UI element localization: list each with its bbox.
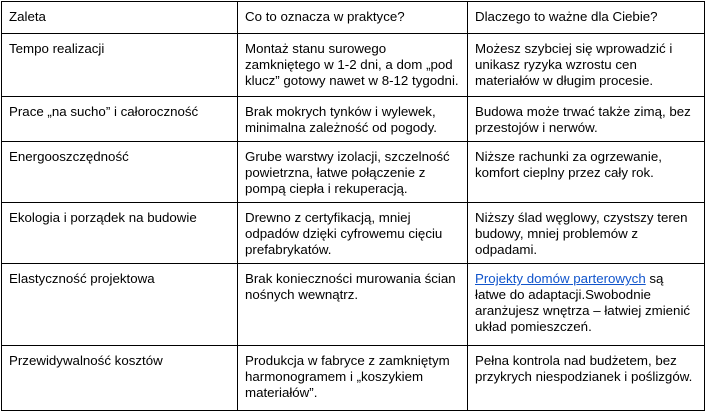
cell-text: Niższe rachunki za ogrzewanie, komfort cieplny przez cały rok.: [475, 149, 662, 180]
table-cell: [2, 264, 238, 346]
column-header-waznosc: Dlaczego to ważne dla Ciebie?: [468, 2, 705, 34]
cell-text: są łatwe do adaptacji.Swobodnie aranżujesz wnętrza – łatwiej zmienić układ pomieszczeń.: [475, 271, 691, 334]
table-body: [2, 34, 705, 411]
table-cell: [468, 264, 705, 346]
cell-text: Montaż stanu surowego zamkniętego w 1-2 dni, a dom „pod klucz” gotowy nawet w 8-12 tygodni.: [245, 41, 459, 88]
column-header-praktyka: Co to oznacza w praktyce?: [238, 2, 468, 34]
header-row: [2, 2, 705, 34]
table-cell: [468, 97, 705, 142]
cell-text: Produkcja w fabryce z zamkniętym harmonogramem i „koszykiem materiałów”.: [245, 353, 450, 400]
table-cell: [238, 97, 468, 142]
table-cell: [238, 346, 468, 411]
cell-text: Brak mokrych tynków i wylewek, minimalna zależność od pogody.: [245, 104, 437, 135]
table-cell: [2, 346, 238, 411]
cell-text: Energooszczędność: [9, 149, 129, 164]
table-cell: [238, 264, 468, 346]
cell-text: Drewno z certyfikacją, mniej odpadów dzięki cyfrowemu cięciu prefabrykatów.: [245, 210, 443, 257]
cell-text: Budowa może trwać także zimą, bez przestojów i nerwów.: [475, 104, 691, 135]
table-cell: [2, 97, 238, 142]
advantages-table: [1, 1, 705, 411]
cell-text: Ekologia i porządek na budowie: [9, 210, 197, 225]
table-cell: [238, 142, 468, 203]
cell-text: Możesz szybciej się wprowadzić i unikasz ryzyka wzrostu cen materiałów w długim procesie.: [475, 41, 673, 88]
column-header-zaleta: Zaleta: [2, 2, 238, 34]
cell-text: Prace „na sucho” i całoroczność: [9, 104, 199, 119]
table-cell: [2, 142, 238, 203]
table-row: [2, 97, 705, 142]
table-header: [2, 2, 705, 34]
cell-text: Brak konieczności murowania ścian nośnych wewnątrz.: [245, 271, 456, 302]
cell-text: Elastyczność projektowa: [9, 271, 155, 286]
table-row: [2, 264, 705, 346]
table-cell: [238, 34, 468, 97]
table-row: [2, 203, 705, 264]
cell-text: Grube warstwy izolacji, szczelność powietrzna, łatwe połączenie z pompą ciepła i rekuperacją.: [245, 149, 450, 196]
table-cell: [468, 34, 705, 97]
table-cell: [238, 203, 468, 264]
table-cell: [2, 203, 238, 264]
table-cell: [468, 203, 705, 264]
table-row: [2, 142, 705, 203]
table-cell: [2, 34, 238, 97]
table-row: [2, 34, 705, 97]
cell-text: Niższy ślad węglowy, czystszy teren budowy, mniej problemów z odpadami.: [475, 210, 688, 257]
table-row: [2, 346, 705, 411]
cell-text: Pełna kontrola nad budżetem, bez przykrych niespodzianek i poślizgów.: [475, 353, 693, 384]
cell-text: Przewidywalność kosztów: [9, 353, 163, 368]
projekty-domow-parterowych-link[interactable]: Projekty domów parterowych: [475, 271, 646, 286]
table-cell: [468, 346, 705, 411]
cell-text: Tempo realizacji: [9, 41, 105, 56]
table-cell: [468, 142, 705, 203]
